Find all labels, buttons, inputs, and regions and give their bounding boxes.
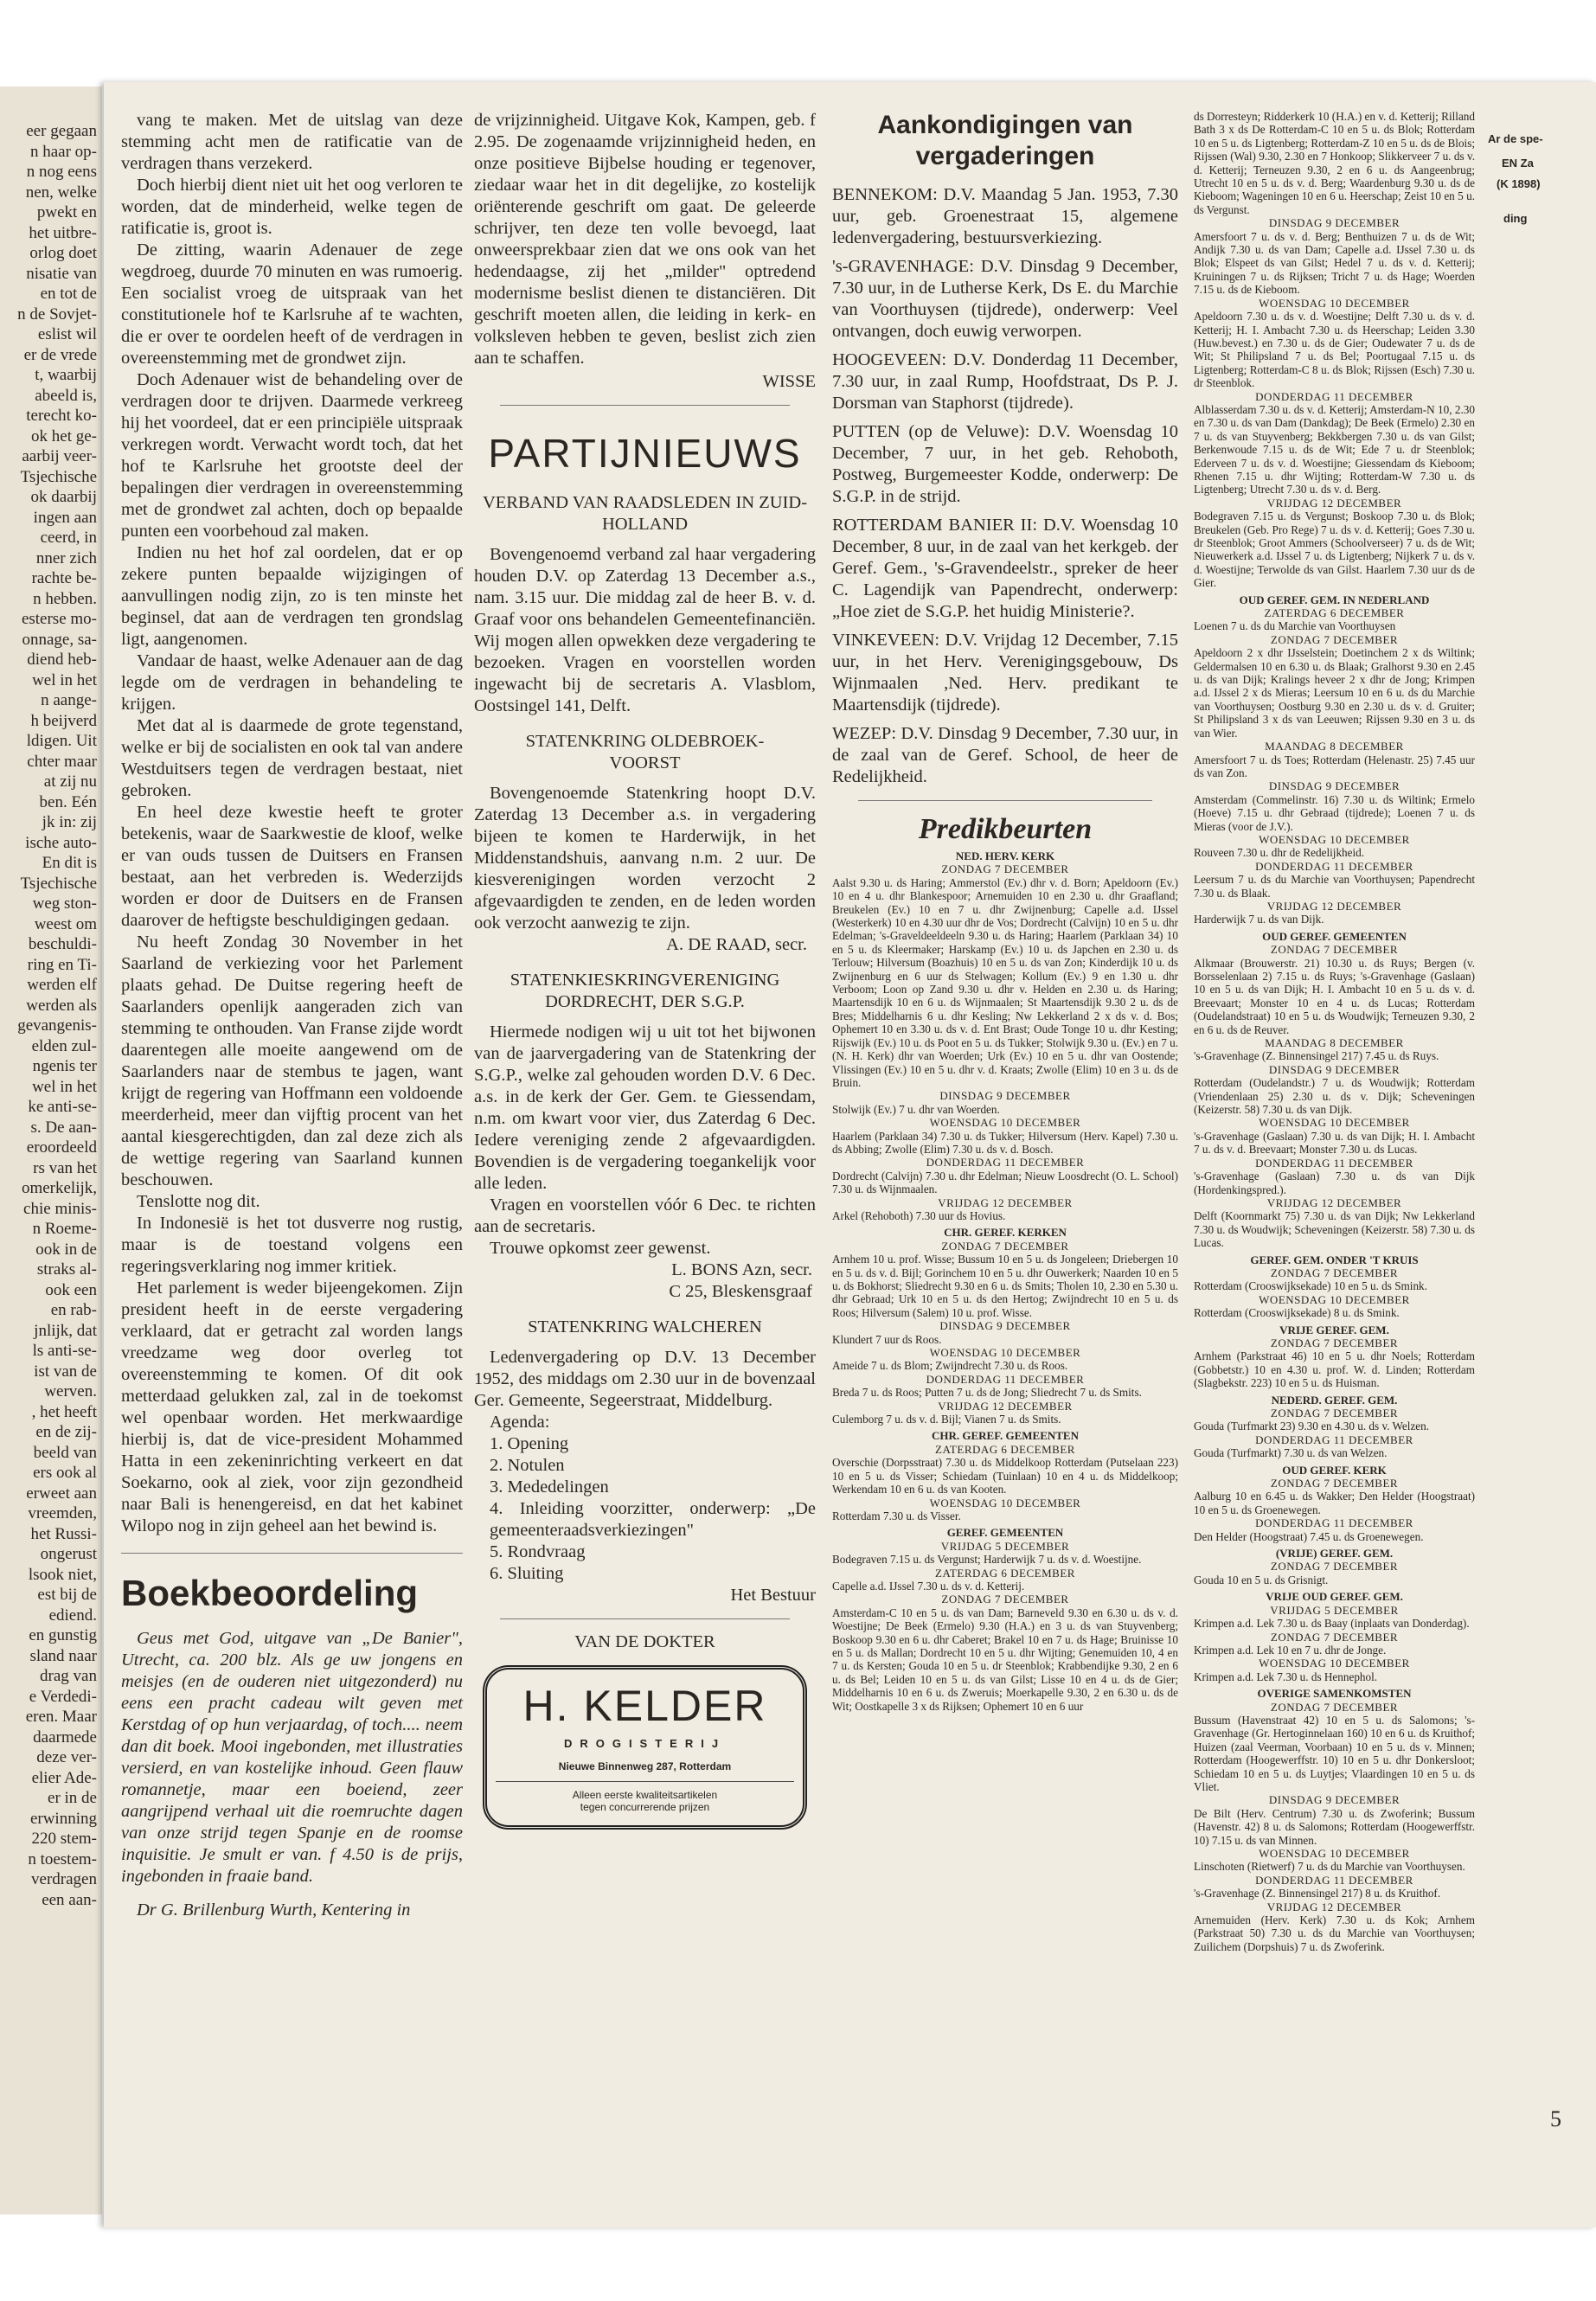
day-heading: ZATERDAG 6 DECEMBER xyxy=(935,1442,1075,1456)
prev-page-line: drag van xyxy=(40,1667,97,1685)
day-heading: VRIJDAG 5 DECEMBER xyxy=(1270,1603,1399,1617)
section-text xyxy=(474,783,816,934)
sermon-listing: ds Dorresteyn; Ridderkerk 10 (H.A.) en v. d. Ketterij; Rilland Bath 3 x ds De Rotterdam-C 10 en 5 u. ds Blok; Rotterdam 10 en 5 u. ds Ligtenberg; Rotterdam-Z 10 en 5 u. ds de Blois; Rijssen (Wal) 9.30, 2.30 en 7 Honkoop; Slikkerveer 7 u. ds v. d. Ketterij; Terneuzen 9.30, 2 en 6 u. ds Aangeenbrug; Utrecht 10 en 5 u. ds v. d. Berg; Waardenburg 9.30 u. ds de Kieboom; Wageningen 10 en 6 u. Heerschap; Zeist 10 en 5 u. ds Vergunst. xyxy=(1194,110,1475,216)
party-news-title: PARTIJNIEUWS xyxy=(488,431,802,476)
sermon-listing: Arnemuiden (Herv. Kerk) 7.30 u. ds Kok; Arnhem (Parkstraat 50) 7.30 u. ds du Marchie van Voorthuysen; Zuilichem (Dorpshuis) 7 u. ds Zwoferink. xyxy=(1194,1913,1475,1953)
sermon-listing: Stolwijk (Ev.) 7 u. dhr van Woerden. xyxy=(832,1102,1000,1116)
sermon-listing: Gouda (Turfmarkt) 7.30 u. ds van Welzen. xyxy=(1194,1446,1388,1460)
sermon-listing: Harderwijk 7 u. ds van Dijk. xyxy=(1194,913,1324,926)
denomination-heading: OUD GEREF. KERK xyxy=(1282,1463,1387,1477)
review-text: de vrijzinnigheid. Uitgave Kok, Kampen, geb. f 2.95. De zogenaamde vrijzinnigheid heden, en onze positieve Bijbelse houding er tegenover, ziedaar waar het in dit degelijke, zo kostelijk oriënterende geschrift om gaat. De geleerde schrijver, ten deze ten volle bevoegd, laat onweersprekbaar zien dat we ons ook van het hedendaagse, zij het „milder" optredend modernisme beslist dienen te distanciëren. Dit geschrift moeten allen, die leiding in kerk- en volksleven hebben te geven, beslist zich zien aan te schaffen. xyxy=(474,111,816,368)
sermon-listing: 's-Gravenhage (Z. Binnensingel 217) 7.45 u. ds Ruys. xyxy=(1194,1049,1439,1063)
day-heading: ZATERDAG 6 DECEMBER xyxy=(1264,606,1405,620)
day-heading: WOENSDAG 10 DECEMBER xyxy=(929,1496,1081,1509)
sermon-listing: Bodegraven 7.15 u. ds Vergunst; Boskoop 7.30 u. ds Blok; Breukelen (Geb. Pro Rege) 7 u. ds v. d. Ketterij; Goes 7.30 u. dr Steenblok; Groot Ammers (Schoolverseer) 7 u. ds de Wit; Nieuwerkerk a.d. IJssel 7 u. ds Ligtenberg; Nijkerk 7 u. ds v. d. Woestijne; Terwolde ds van Gilst. Haarlem 7.30 uur ds de Gier. xyxy=(1194,510,1475,590)
prev-page-line: ediend. xyxy=(48,1606,97,1625)
denomination-heading: OVERIGE SAMENKOMSTEN xyxy=(1257,1687,1412,1701)
day-heading: ZATERDAG 6 DECEMBER xyxy=(935,1566,1075,1580)
sermon-listing: Leersum 7 u. ds du Marchie van Voorthuysen; Papendrecht 7.30 u. ds Blaak. xyxy=(1194,873,1475,900)
sermon-listing: Aalst 9.30 u. ds Haring; Ammerstol (Ev.) dhr v. d. Born; Apeldoorn (Ev.) 10 en 4 u. dhr Blankespoor; Arnemuiden 10 en 2.30 u. dhr Graafland; Breukelen (Ev.) 10 en 7 u. dhr Zwijnenburg; Capelle a.d. IJssel (Westerkerk) 10 en 4.30 uur dhr de Vos; Dordrecht (Calvijn) 10 en 5 u. dhr Edelman; 's-Graveldeeldeeln 9.30 u. ds Haring; Haarlem (Parklaan 34) 10 en 5 u. ds Kleermaker; Harskamp (Ev.) 10 u. ds Japchen en 2.30 u. ds Terlouw; Hilversum (Boazhuis) 10 en 5 u. ds van Zon; Kinderdijk 10 u. ds Zwijnenburg en 6 uur ds Stelwagen; Kollum (Ev.) 9 en 1.30 u. dhr Verboom; Loon op Zand 9.30 u. dhr v. Helden en 2.30 u. ds Haring; Maartensdijk 10 en 6 u. ds Wijnmaalen; St Maartensdijk 9.30 2 u. ds de Bres; Middelharnis 6 u. dhr Kesling; Nw Lekkerland 2 x ds v. d. Bos; Ophemert 10 en 3.30 u. ds v. d. Ent Brast; Oude Tonge 10 u. dhr Kesting; Rijswijk (Ev.) 10 u. ds Poot en 5 u. ds Tukker; Stolwijk 9.30 u. (Ev.) en 7 u. (N. H. Kerk) dhr van Woerden; Urk (Ev.) 10 en 5 u. dhr van Oostende; Vlissingen (Ev.) 10 en 5 u. dhr v. d. Kraats; Zwolle (Elim) 10 en 3 u. ds de Bruin. xyxy=(832,875,1178,1089)
sermon-listing: Amsterdam-C 10 en 5 u. ds van Dam; Barneveld 9.30 en 6.30 u. ds v. d. Woestijne; De Beek (Ermelo) 9.30 (H.A.) en 3 u. ds van Stuyvenberg; Boskoop 9.30 en 6 u. dhr Caberet; Brakel 10 en 7 u. ds Hage; Bruinisse 10 en 5 u. ds Mallan; Dordrecht 10 en 5 u. dhr Wijting; Genemuiden 10, 4 en 7 u. ds Kersten; Gouda 10 en 5 u. dr Steenblok; Krabbendijke 9.30, 2 en 6 u. ds Bel; Leiden 10 en 5 u. ds van Gilst; Lisse 10 en 4 u. ds de Gier; Middelharnis 10 en 6 u. ds Zweruis; Moerkapelle 9.30, 2 en 6.30 u. ds de Wit; Oostkapelle 3 x ds Rijksen; Ophemert 10 en 6 uur xyxy=(832,1606,1178,1713)
prev-page-line: en de zij- xyxy=(35,1423,97,1441)
sermon-listing: Arnhem (Parkstraat 46) 10 en 5 u. dhr Noels; Rotterdam (Gobbetstr.) 10 en 4.30 u. prof. W. d. Linden; Rotterdam (Slagbekstr. 223) 10 en 5 u. ds Huisman. xyxy=(1194,1349,1475,1390)
column-2 xyxy=(474,110,816,1830)
article-paragraph: Het parlement is weder bijeengekomen. Zijn president heeft in de eerste vergadering verklaard, dat er getracht zal worden langs vreedzame weg door overleg tot overeenstemming te komen. Of dit ook metterdaad gelukken zal, zal in de toekomst wel openbaar worden. Het merkwaardige hierbij is, dat de vice-president Mohammed Hatta in een zekeninrichting verkeert en dat Soekarno, ook al ziek, voor zijn gezondheid naar Bali is henengereisd, en dat het kabinet Wilopo nog in zijn geheel aan het bewind is. xyxy=(121,1279,463,1535)
section-paragraph: Trouwe opkomst zeer gewenst. xyxy=(490,1239,711,1258)
prev-page-line: rs van het xyxy=(33,1158,97,1177)
prev-page-line: het uitbre- xyxy=(29,223,97,242)
prev-page-line: er in de xyxy=(48,1789,97,1807)
prev-page-line: en tot de xyxy=(40,285,97,303)
sermon-listing: Amersfoort 7 u. ds Toes; Rotterdam (Helenastr. 25) 7.45 uur ds van Zon. xyxy=(1194,753,1475,779)
sermon-listing: Bussum (Havenstraat 42) 10 en 5 u. ds Salomons; 's-Gravenhage (Gr. Hertoginnelaan 160) 10 en 6 u. ds Kruithof; Huizen (zaal Veerman, Voorbaan) 10 en 5 u. ds v. Minnen; Rotterdam (Hoogewerffstr. 10) 10 en 5 u. dhr Donkersloot; Schiedam 10 en 5 u. ds Luytjes; Vlaardingen 10 en 5 u. ds Vliet. xyxy=(1194,1713,1475,1793)
prev-page-line: nner zich xyxy=(35,548,97,567)
prev-page-line: jk in: zij xyxy=(42,813,97,831)
section-paragraph: Vragen en voorstellen vóór 6 Dec. te richten aan de secretaris. xyxy=(474,1195,816,1236)
sermon-listing: Rouveen 7.30 u. dhr de Redelijkheid. xyxy=(1194,846,1365,860)
day-heading: ZONDAG 7 DECEMBER xyxy=(941,1593,1069,1606)
day-heading: ZONDAG 7 DECEMBER xyxy=(1270,1700,1399,1714)
day-heading: VRIJDAG 12 DECEMBER xyxy=(1266,1900,1402,1913)
day-heading: WOENSDAG 10 DECEMBER xyxy=(1259,1847,1410,1860)
meeting-place: HOOGEVEEN: xyxy=(832,350,947,369)
day-heading: MAANDAG 8 DECEMBER xyxy=(1265,1036,1404,1050)
sermon-listing: Aalburg 10 en 6.45 u. ds Wakker; Den Helder (Hoogstraat) 10 en 5 u. ds Groenewegen. xyxy=(1194,1490,1475,1516)
prev-page-line: beschuldi- xyxy=(28,935,97,953)
divider xyxy=(500,405,790,406)
sermon-listing: Krimpen a.d. Lek 7.30 u. ds Baay (inplaats van Donderdag). xyxy=(1194,1617,1470,1631)
day-heading: VRIJDAG 12 DECEMBER xyxy=(938,1399,1073,1413)
article-paragraph: De zitting, waarin Adenauer de zege wegdroeg, duurde 70 minuten en was rumoerig. Een socialist vroeg de uitspraak van het constitutionele hof te Karlsruhe af te wachten, die er over te oordelen heeft of de verdragen in overeenstemming met de grondwet zijn. xyxy=(121,240,463,368)
prev-page-line: aarbij veer- xyxy=(22,447,97,465)
sermon-listing: Amersfoort 7 u. ds v. d. Berg; Benthuizen 7 u. ds de Wit; Andijk 7.30 u. ds van Dam; Capelle a.d. IJssel 7.30 u. ds Blok; Elspeet ds van Gilst; Hedel 7 u. ds v. d. Ketterij; Kruiningen 7 u. ds Rijksen; Tricht 7 u. ds Hage; Woerden 7.15 u. ds de Kieboom. xyxy=(1194,229,1475,297)
sermon-listing: Overschie (Dorpsstraat) 7.30 u. ds Middelkoop Rotterdam (Putselaan 223) 10 en 5 u. ds Visser; Schiedam (Tuinlaan) 10 en 4 u. ds Middelkoop; Werkendam 10 en 6 u. ds van Kooten. xyxy=(832,1456,1178,1497)
sermon-listing: Alkmaar (Brouwerstr. 21) 10.30 u. ds Ruys; Bergen (v. Borsselenlaan 2) 7.15 u. ds Ruys; 's-Gravenhage (Gaslaan) 10 en 5 u. ds van Dijk; H. I. Ambacht 10 en 5 u. ds v. d. Breevaart; Monster 10 en 4 u. ds Lucas; Rotterdam (Oudelandstraat) 10 en 5 u. ds Woudwijk; Terneuzen 9.30, 2 en 6 u. ds de Reuver. xyxy=(1194,956,1475,1036)
meeting-item xyxy=(832,515,1178,623)
section-paragraph: Hiermede nodigen wij u uit tot het bijwonen van de jaarvergadering van de Statenkring der S.G.P., welke zal gehouden worden D.V. 6 Dec. a.s. in de kerk der Ger. Gem. te Giessendam, n.m. om kwart voor vier, dus Zaterdag 6 Dec. Iedere vereniging zende 2 afgevaardigden. Bovendien is de vergadering toegankelijk voor alle leden. xyxy=(474,1022,816,1193)
agenda-list xyxy=(474,1433,816,1585)
sermon-listing: Loenen 7 u. ds du Marchie van Voorthuysen xyxy=(1194,619,1396,633)
agenda-item: 5. Rondvraag xyxy=(490,1542,586,1561)
prev-page-line: n nog eens xyxy=(26,163,97,181)
day-heading: DONDERDAG 11 DECEMBER xyxy=(1255,389,1413,403)
prev-page-line: pwekt en xyxy=(36,203,97,221)
day-heading: ZONDAG 7 DECEMBER xyxy=(1270,1336,1399,1349)
prev-page-line: n haar op- xyxy=(29,142,97,161)
article-paragraph: Nu heeft Zondag 30 November in het Saarland de verkiezing voor het Parlement plaats gehad. De Duitse regering heeft de Saarlanders openlijk aangeraden zich van stemming te onthouden. Van Franse zijde wordt daarentegen alle moeite aangewend om de Saarlanders naar de stembus te jagen, want krijgt de regering van Hoffmann een voldoende meerderheid, meer dan vijftig procent van het aantal kiesgerechtigden, dan zal deze zich als de wettige regering van Saarland kunnen beschouwen. xyxy=(121,933,463,1189)
prev-page-line: deze ver- xyxy=(36,1748,97,1766)
prev-page-line: ceerd, in xyxy=(40,529,97,547)
meeting-item xyxy=(832,184,1178,249)
meeting-text: (op de Veluwe): D.V. Woensdag 10 December, 7 uur, in het geb. Rehoboth, Postweg, Burgemeester Kodde, onderwerp: De S.G.P. in de strijd. xyxy=(832,422,1178,506)
sermon-listing: Krimpen a.d. Lek 7.30 u. ds Hennephol. xyxy=(1194,1670,1378,1683)
day-heading: WOENSDAG 10 DECEMBER xyxy=(1259,296,1410,310)
prev-page-line: wel in het xyxy=(32,1077,97,1096)
ad-tagline: Alleen eerste kwaliteitsartikelen xyxy=(572,1789,718,1801)
prev-page-line: chter maar xyxy=(27,752,97,771)
sermon-listing: Apeldoorn 2 x dhr IJsselstein; Doetinchem 2 x ds Wiltink; Geldermalsen 10 en 6.30 u. ds Blaak; Gralhorst 9.30 en 2.45 u. ds van Dijk; Kralings heveer 2 x dhr de Jong; Krimpen a.d. IJssel 2 x ds Mieras; Leersum 10 en 6 u. ds du Marchie van Voorthuysen; Oostburg 9.30 en 2.30 u. ds v. d. Gruiter; St Philipsland 3 x ds van Leeuwen; Rijssen 9.30 en 3 u. ds van Wier. xyxy=(1194,646,1475,740)
side-note: (K 1898) xyxy=(1497,177,1541,190)
sermon-listing: Klundert 7 uur ds Roos. xyxy=(832,1332,942,1346)
prev-page-line: straks al- xyxy=(36,1260,97,1279)
meeting-text: D.V. Vrijdag 12 December, 7.15 uur, in het Herv. Verenigingsgebouw, Ds Wijnmaalen ,Ned. Herv. predikant te Maartensdijk (tijdrede). xyxy=(832,631,1178,715)
prev-page-line: chie minis- xyxy=(23,1199,97,1218)
ad-address: Nieuwe Binnenweg 287, Rotterdam xyxy=(496,1760,794,1782)
prev-page-line: ldigen. Uit xyxy=(26,732,97,750)
day-heading: DONDERDAG 11 DECEMBER xyxy=(1255,1156,1413,1170)
column-4 xyxy=(1194,110,1475,1953)
prev-page-line: ongerust xyxy=(40,1545,97,1563)
prev-page-line: est bij de xyxy=(37,1586,97,1604)
article-paragraph: Vandaar de haast, welke Adenauer aan de dag legde om de verdragen in behandeling te krijgen. xyxy=(121,651,463,714)
meeting-place: VINKEVEEN: xyxy=(832,631,940,650)
agenda-item: 3. Mededelingen xyxy=(490,1477,609,1497)
prev-page-line: ngenis ter xyxy=(32,1057,97,1075)
prev-page-line: weg ston- xyxy=(32,894,97,913)
day-heading: VRIJDAG 12 DECEMBER xyxy=(1266,899,1402,913)
prev-page-line: rachte be- xyxy=(31,569,97,587)
book-review-paragraph: Geus met God, uitgave van „De Banier", Utrecht, ca. 200 blz. Als ge uw jongens en meisjes (en de ouderen niet uitgezonderd) nu eens een pracht cadeau wilt geven met Kerstdag of op hun verjaardag, of toch.... neem dan dit boek. Mooi ingebonden, met illustraties versierd, en van kostelijke inhoud. Geen flauw romannetje, maar een boeiend, zeer aangrijpend verhaal uit die roemruchte dagen van onze strijd tegen Spanje en de roomse inquisitie. Je smult er van. f 4.50 is de prijs, ingebonden in fraaie band. xyxy=(121,1629,463,1886)
agenda-item: 1. Opening xyxy=(490,1434,569,1453)
denomination-heading: (VRIJE) GEREF. GEM. xyxy=(1275,1547,1394,1561)
prev-page-line: ke anti-se- xyxy=(28,1098,97,1116)
prev-page-line: onnage, sa- xyxy=(22,630,97,649)
day-heading: DONDERDAG 11 DECEMBER xyxy=(926,1372,1085,1386)
side-note: ding xyxy=(1503,212,1528,225)
section-head: VERBAND VAN RAADSLEDEN IN ZUID-HOLLAND xyxy=(482,493,808,534)
prev-page-line: ische auto- xyxy=(25,833,97,852)
sermon-listing: Rotterdam (Crooswijksekade) 10 en 5 u. ds Smink. xyxy=(1194,1279,1427,1293)
column-3 xyxy=(832,110,1178,1713)
article-paragraph: In Indonesië is het tot dusverre nog rustig, maar is de toestand volgens een regeringsverklaring nog immer kritiek. xyxy=(121,1214,463,1276)
section-paragraph: Bovengenoemde Statenkring hoopt D.V. Zaterdag 13 December a.s. in vergadering bijeen te komen te Harderwijk, in het Middenstandshuis, aanvang n.m. 2 uur. De kiesverenigingen worden verzocht 2 afgevaardigden te zenden, en de leden worden ook verzocht aanwezig te zijn. xyxy=(474,784,816,933)
prev-page-line: weest om xyxy=(34,914,97,933)
prev-page-line: erwinning xyxy=(29,1809,97,1828)
article-paragraph: Indien nu het hof zal oordelen, dat er op zekere punten bepaalde wijzigingen of aanvullingen nodig zijn, zo is ten minste het beginsel, dat aan de verdragen ten grondslag ligt, aangenomen. xyxy=(121,543,463,649)
prev-page-line: ring en Ti- xyxy=(27,955,97,974)
previous-page-strip xyxy=(0,87,102,2214)
agenda-item: 2. Notulen xyxy=(490,1456,565,1475)
article-paragraph: En heel deze kwestie heeft te groter betekenis, waar de Saarkwestie de kloof, welke er van ouds tussen de Duitsers en Fransen bestaat, aan het verbreden is. Wederzijds worden er door de Duitsers en de Fransen daarover de heftigste beschuldigingen gedaan. xyxy=(121,803,463,930)
prev-page-line: vreemden, xyxy=(28,1504,97,1522)
doctor-heading: VAN DE DOKTER xyxy=(574,1632,715,1651)
sermon-listing: Capelle a.d. IJssel 7.30 u. ds v. d. Ketterij. xyxy=(832,1579,1025,1593)
section-head: STATENKIESKRINGVERENIGING DORDRECHT, DER S.G.P. xyxy=(510,971,780,1011)
denomination-heading: VRIJE OUD GEREF. GEM. xyxy=(1266,1590,1403,1604)
meeting-item xyxy=(832,421,1178,508)
sermon-listing: Apeldoorn 7.30 u. ds v. d. Woestijne; Delft 7.30 u. ds v. d. Ketterij; H. I. Ambacht 7.30 u. ds Heerschap; Leiden 3.30 (Huw.bevest.) en 7.30 u. ds de Gier; Oudewater 7 u. ds de Wit; St Philipsland 7 u. ds Bel; Poortugaal 7.15 u. ds Ligtenberg; Rotterdam-C 8 u. ds Blok; Rijssen (Esch) 7.30 u. dr Steenblok. xyxy=(1194,310,1475,390)
prev-page-line: nen, welke xyxy=(25,183,97,202)
meeting-item xyxy=(832,256,1178,343)
sermon-listing: De Bilt (Herv. Centrum) 7.30 u. ds Zwoferink; Bussum (Havenstr. 42) 8 u. ds Salomons; Rotterdam (Hoogewerffstr. 10) 7.15 u. ds van Minnen. xyxy=(1194,1806,1475,1847)
day-heading: DINSDAG 9 DECEMBER xyxy=(939,1089,1071,1103)
denomination-heading: NEDERD. GEREF. GEM. xyxy=(1271,1393,1398,1407)
page-number: 5 xyxy=(1550,2106,1561,2131)
prev-page-line: erweet aan xyxy=(26,1484,97,1503)
denomination-heading: CHR. GEREF. KERKEN xyxy=(944,1226,1067,1240)
meeting-text: D.V. Dinsdag 9 December, 7.30 uur, in de Lutherse Kerk, Ds E. du Marchie van Voorthuysen (tijdrede), onderwerp: Veel ontvangen, doch euwig verworpen. xyxy=(832,257,1179,341)
sermon-listing: Alblasserdam 7.30 u. ds v. d. Ketterij; Amsterdam-N 10, 2.30 en 7.30 u. ds van Dam (Dankdag); De Beek (Ermelo) 2.30 en 7 u. ds van Stuyvenberg; Bekkbergen 7.30 u. ds van Gilst; Berkenwoude 7.15 u. ds de Wit; Ede 7 u. dr Steenblok; Ederveen 7 u. ds v. d. Woestijne; Giessendam ds Kieboom; Rhenen 7.15 u. dhr Wijting; Rotterdam-W 7.30 u. ds Ligtenberg; Utrecht 7.30 u. ds v. d. Berg. xyxy=(1194,402,1475,497)
ad-tagline-2: tegen concurrerende prijzen xyxy=(580,1801,710,1813)
denomination-heading: VRIJE GEREF. GEM. xyxy=(1279,1323,1389,1336)
prev-page-line: en gunstig xyxy=(29,1626,97,1644)
meeting-item xyxy=(832,349,1178,414)
prev-page-line: werden elf xyxy=(27,976,97,994)
prev-page-line: ook in de xyxy=(35,1240,97,1259)
prev-page-line: s. De aan- xyxy=(30,1118,97,1137)
prev-page-line: een aan- xyxy=(42,1890,97,1909)
review-continuation xyxy=(474,110,816,369)
day-heading: DINSDAG 9 DECEMBER xyxy=(939,1319,1071,1333)
article-paragraph: Tenslotte nog dit. xyxy=(137,1192,260,1211)
prev-page-line: beeld van xyxy=(33,1443,97,1462)
meetings-list xyxy=(832,184,1178,788)
prev-page-line: ok het ge- xyxy=(31,426,97,445)
prev-page-line: ben. Eén xyxy=(39,792,97,811)
sermon-listing: Ameide 7 u. ds Blom; Zwijndrecht 7.30 u. ds Roos. xyxy=(832,1359,1068,1373)
day-heading: WOENSDAG 10 DECEMBER xyxy=(929,1346,1081,1360)
side-note: EN Za xyxy=(1502,157,1534,170)
prev-page-line: esterse mo- xyxy=(21,610,97,628)
section-head: STATENKRING WALCHEREN xyxy=(528,1317,762,1336)
meeting-place: WEZEP: xyxy=(832,724,897,743)
sermon-listing: Breda 7 u. ds Roos; Putten 7 u. ds de Jong; Sliedrecht 7 u. ds Smits. xyxy=(832,1386,1142,1400)
day-heading: ZONDAG 7 DECEMBER xyxy=(1270,1560,1399,1574)
prev-page-line: ok daarbij xyxy=(30,488,97,506)
day-heading: WOENSDAG 10 DECEMBER xyxy=(929,1116,1081,1130)
day-heading: DONDERDAG 11 DECEMBER xyxy=(926,1156,1085,1170)
day-heading: WOENSDAG 10 DECEMBER xyxy=(1259,832,1410,846)
prev-page-line: n toestem- xyxy=(28,1849,97,1868)
prev-page-line: omerkelijk, xyxy=(21,1179,97,1197)
article-paragraph: Doch hierbij dient niet uit het oog verloren te worden, dat de minderheid, welke tegen de ratificatie is, groot is. xyxy=(121,176,463,238)
book-review-title: Boekbeoordeling xyxy=(121,1573,419,1613)
denomination-heading: OUD GEREF. GEM. IN NEDERLAND xyxy=(1239,593,1430,606)
sermons-list-continued xyxy=(1194,110,1475,1953)
prev-page-line: h beijverd xyxy=(30,711,97,730)
meeting-place: PUTTEN xyxy=(832,422,901,441)
day-heading: WOENSDAG 10 DECEMBER xyxy=(1259,1292,1410,1306)
sermon-listing: Linschoten (Rietwerf) 7 u. ds du Marchie van Voorthuysen. xyxy=(1194,1860,1465,1874)
advertisement-kelder xyxy=(483,1665,807,1830)
day-heading: WOENSDAG 10 DECEMBER xyxy=(1259,1116,1410,1130)
prev-page-line: jnlijk, dat xyxy=(34,1321,97,1340)
day-heading: VRIJDAG 5 DECEMBER xyxy=(940,1539,1070,1553)
meeting-text: D.V. Woensdag 10 December, 8 uur, in de zaal van het kerkgeb. der Geref. Gem., 's-Gravendeelstr., spreker de heer C. Lagendijk van Papendrecht, onderwerp: „Hoe ziet de S.G.P. het huidig Ministerie?. xyxy=(832,516,1179,621)
section-text xyxy=(474,544,816,717)
sermons-title: Predikbeurten xyxy=(918,813,1093,845)
denomination-heading: NED. HERV. KERK xyxy=(955,849,1055,862)
day-heading: VRIJDAG 12 DECEMBER xyxy=(1266,1195,1402,1209)
article-paragraph: vang te maken. Met de uitslag van deze stemming acht men de ratificatie van de verdragen thans verzekerd. xyxy=(121,111,463,173)
day-heading: ZONDAG 7 DECEMBER xyxy=(1270,943,1399,957)
article-paragraph: Met dat al is daarmede de grote tegenstand, welke er bij de socialisten en ook tal van andere Westduitsers tegen de verdragen bestaat, niet gebroken. xyxy=(121,716,463,800)
sermon-listing: Gouda 10 en 5 u. ds Grisnigt. xyxy=(1194,1573,1329,1586)
prev-page-line: ers ook al xyxy=(33,1464,97,1482)
denomination-heading: OUD GEREF. GEMEENTEN xyxy=(1262,929,1407,943)
day-heading: ZONDAG 7 DECEMBER xyxy=(1270,1407,1399,1420)
prev-page-line: verdragen xyxy=(31,1870,97,1888)
agenda-item: 4. Inleiding voorzitter, onderwerp: „De gemeenteraadsverkiezingen" xyxy=(490,1499,816,1540)
day-heading: VRIJDAG 12 DECEMBER xyxy=(1266,496,1402,510)
newspaper-page xyxy=(104,82,1596,2227)
prev-page-line: ls anti-se- xyxy=(32,1342,97,1360)
article-paragraph: Doch Adenauer wist de behandeling over de verdragen door te drijven. Daarmede verkreeg hij het voordeel, dat er een principiële uitspraak verkregen wordt. Verwacht wordt toch, dat het hof te Karlsruhe het grootste deel der bepalingen dier verdragen in overeenstemming met de grondwet zal achten, doch op bepaalde punten een voorbehoud zal maken. xyxy=(121,370,463,541)
day-heading: DONDERDAG 11 DECEMBER xyxy=(1255,1516,1413,1530)
book-review-text xyxy=(121,1628,463,1921)
section-paragraph: Ledenvergadering op D.V. 13 December 1952, des middags om 2.30 uur in de bovenzaal Ger. Gemeente, Segeerstraat, Middelburg. xyxy=(474,1348,816,1410)
prev-page-line: 220 stem- xyxy=(31,1830,97,1848)
section-text xyxy=(474,1347,816,1412)
prev-page-line: eroordeeld xyxy=(26,1138,97,1157)
sermon-listing: Rotterdam (Oudelandstr.) 7 u. ds Woudwijk; Rotterdam (Vriendenlaan 25) 2.30 u. ds v. Dijk; Scheveningen (Keizerstr. 58) 7.30 u. ds van Dijk. xyxy=(1194,1076,1475,1117)
signature-address: C 25, Bleskensgraaf xyxy=(669,1282,812,1301)
prev-page-line: eren. Maar xyxy=(25,1708,97,1726)
prev-page-line: daarmede xyxy=(33,1727,97,1747)
meeting-place: BENNEKOM: xyxy=(832,185,938,204)
prev-page-line: ist van de xyxy=(34,1362,97,1381)
ad-name: H. KELDER xyxy=(522,1682,767,1730)
prev-page-line: eslist wil xyxy=(37,325,97,343)
day-heading: DONDERDAG 11 DECEMBER xyxy=(1255,1433,1413,1446)
sermon-listing: Krimpen a.d. Lek 10 en 7 u. dhr de Jonge. xyxy=(1194,1643,1387,1657)
denomination-heading: GEREF. GEM. ONDER 'T KRUIS xyxy=(1250,1253,1419,1266)
signature: L. BONS Azn, secr. xyxy=(671,1260,812,1279)
ad-subtitle: DROGISTERIJ xyxy=(563,1737,727,1750)
day-heading: DONDERDAG 11 DECEMBER xyxy=(1255,1873,1413,1887)
day-heading: ZONDAG 7 DECEMBER xyxy=(941,1239,1069,1253)
prev-page-line: wel in het xyxy=(32,670,97,689)
divider xyxy=(500,1618,790,1619)
meeting-item xyxy=(832,630,1178,716)
day-heading: ZONDAG 7 DECEMBER xyxy=(1270,1266,1399,1279)
prev-page-line: En dit is xyxy=(42,854,97,872)
agenda-label: Agenda: xyxy=(490,1413,550,1432)
sermon-listing: Haarlem (Parklaan 34) 7.30 u. ds Tukker; Hilversum (Herv. Kapel) 7.30 u. ds Abbing; Zwolle (Elim) 7.30 u. ds v. d. Bosch. xyxy=(832,1129,1178,1156)
prev-page-line: at zij nu xyxy=(43,772,97,791)
column-1 xyxy=(121,110,463,1921)
section-paragraph: Bovengenoemd verband zal haar vergadering houden D.V. op Zaterdag 13 December a.s., nam. 3.15 uur. Die middag zal de heer B. v. d. Graaf voor ons behandelen Gemeentefinanciën. Wij mogen allen opwekken deze vergadering te bezoeken. Vragen en voorstellen worden ingewacht bij de secretaris A. Vlasblom, Oostsingel 141, Delft. xyxy=(474,545,816,715)
prev-page-line: n de Sovjet- xyxy=(17,304,97,324)
meeting-item xyxy=(832,723,1178,788)
prev-page-line: , het heeft xyxy=(31,1402,97,1421)
day-heading: DONDERDAG 11 DECEMBER xyxy=(1255,859,1413,873)
signature: Het Bestuur xyxy=(730,1586,816,1605)
prev-page-line: nisatie van xyxy=(26,264,97,283)
day-heading: ZONDAG 7 DECEMBER xyxy=(1270,1477,1399,1490)
prev-page-line: en rab- xyxy=(50,1301,97,1319)
prev-page-line: e Verdedi- xyxy=(29,1687,97,1706)
meeting-text: D.V. Donderdag 11 December, 7.30 uur, in zaal Rump, Hoofdstraat, Ds P. J. Dorsman van Staphorst (tijdrede). xyxy=(832,350,1179,413)
day-heading: ZONDAG 7 DECEMBER xyxy=(1270,1630,1399,1644)
prev-page-line: orlog doet xyxy=(29,244,97,262)
article-continuation xyxy=(121,110,463,1537)
prev-page-line: n aange- xyxy=(41,691,97,709)
meeting-text: D.V. Dinsdag 9 December, 7.30 uur, in de zaal van de Geref. School, de heer de Redelijkheid. xyxy=(832,724,1179,786)
meeting-text: D.V. Maandag 5 Jan. 1953, 7.30 uur, geb. Groenestraat 15, algemene ledenvergadering, bestuursverkiezing. xyxy=(832,185,1178,247)
side-note: Ar de spe- xyxy=(1488,132,1543,145)
sermon-listing: Amsterdam (Commelinstr. 16) 7.30 u. ds Wiltink; Ermelo (Hoeve) 7.15 u. dhr Gebraad (tijdrede); Loenen 7 u. ds Mieras (voor de J.V.). xyxy=(1194,792,1475,833)
meeting-place: ROTTERDAM BANIER II: xyxy=(832,516,1038,535)
sermons-list xyxy=(832,849,1178,1713)
prev-page-line: ook een xyxy=(45,1280,97,1299)
divider xyxy=(858,800,1152,801)
prev-page-line: n hebben. xyxy=(33,589,97,608)
prev-page-line: eer gegaan xyxy=(26,122,97,140)
prev-page-line: werden als xyxy=(26,996,97,1015)
book-review-paragraph: Dr G. Brillenburg Wurth, Kentering in xyxy=(137,1900,411,1920)
section-head: STATENKRING OLDEBROEK-VOORST xyxy=(525,732,765,772)
agenda-item: 6. Sluiting xyxy=(490,1564,564,1583)
prev-page-line: diend heb- xyxy=(27,651,97,669)
prev-page-line: Tsjechische xyxy=(20,874,97,893)
sermon-listing: 's-Gravenhage (Gaslaan) 7.30 u. ds van Dijk; H. I. Ambacht 7 u. ds v. d. Breevaart; Monster 7.30 u. ds Lucas. xyxy=(1194,1129,1475,1157)
day-heading: DINSDAG 9 DECEMBER xyxy=(1268,1793,1401,1807)
prev-page-line: werven. xyxy=(44,1382,97,1400)
sermon-listing: Bodegraven 7.15 u. ds Vergunst; Harderwijk 7 u. ds v. d. Woestijne. xyxy=(832,1553,1142,1567)
sermon-listing: Arnhem 10 u. prof. Wisse; Bussum 10 en 5 u. ds Jongeleen; Driebergen 10 en 5 u. ds v. d. Bijl; Gorinchem 10 en 5 u. dhr Ouwerkerk; Naarden 10 en 5 u. ds Bokhorst; Sliedrecht 9.30 en 6 u. ds Smits; Tholen 10, 2.30 en 5.30 u. dhr Gebraad; Urk 10 en 5 u. ds den Hertog; Zwijndrecht 10 en 5 u. ds Roos; Hilversum (Salem) 10 u. prof. Wisse. xyxy=(832,1253,1178,1319)
meetings-title: Aankondigingen van vergaderingen xyxy=(877,111,1133,170)
sermon-listing: Delft (Koornmarkt 75) 7.30 u. ds van Dijk; Nw Lekkerland 7.30 u. ds Woudwijk; Scheveningen (Keizerstr. 58) 7.30 u. ds Lucas. xyxy=(1194,1209,1475,1250)
divider xyxy=(121,1553,463,1554)
sermon-listing: Rotterdam 7.30 u. ds Visser. xyxy=(832,1509,961,1522)
sermon-listing: Arkel (Rehoboth) 7.30 uur ds Hovius. xyxy=(832,1208,1006,1222)
sermon-listing: Rotterdam (Crooswijksekade) 8 u. ds Smink. xyxy=(1194,1306,1400,1320)
sermon-listing: Den Helder (Hoogstraat) 7.45 u. ds Groenewegen. xyxy=(1194,1529,1424,1543)
day-heading: MAANDAG 8 DECEMBER xyxy=(1265,740,1404,753)
prev-page-line: elier Ade- xyxy=(31,1768,97,1787)
prev-page-line: terecht ko- xyxy=(26,407,97,425)
prev-page-line: n Roeme- xyxy=(32,1220,97,1238)
review-signature: WISSE xyxy=(762,372,816,391)
sermon-listing: 's-Gravenhage (Gaslaan) 7.30 u. ds van Dijk (Hordenkingspred.). xyxy=(1194,1170,1475,1196)
sermon-listing: Gouda (Turfmarkt 23) 9.30 en 4.30 u. ds v. Welzen. xyxy=(1194,1420,1430,1433)
day-heading: DINSDAG 9 DECEMBER xyxy=(1268,779,1401,793)
prev-page-line: t, waarbij xyxy=(35,366,97,384)
prev-page-line: lsook niet, xyxy=(28,1565,97,1584)
previous-page-text xyxy=(0,87,102,1910)
day-heading: WOENSDAG 10 DECEMBER xyxy=(1259,1657,1410,1670)
sermon-listing: Culemborg 7 u. ds v. d. Bijl; Vianen 7 u. ds Smits. xyxy=(832,1413,1061,1426)
day-heading: VRIJDAG 12 DECEMBER xyxy=(938,1195,1073,1209)
prev-page-line: abeeld is, xyxy=(35,386,97,405)
prev-page-line: sland naar xyxy=(29,1646,97,1665)
prev-page-line: Tsjechische xyxy=(20,467,97,486)
prev-page-line: gevangenis- xyxy=(17,1016,97,1035)
section-text xyxy=(474,1022,816,1259)
day-heading: DINSDAG 9 DECEMBER xyxy=(1268,1062,1401,1076)
denomination-heading: CHR. GEREF. GEMEENTEN xyxy=(932,1429,1079,1443)
day-heading: ZONDAG 7 DECEMBER xyxy=(1270,632,1399,646)
day-heading: DINSDAG 9 DECEMBER xyxy=(1268,216,1401,230)
signature: A. DE RAAD, secr. xyxy=(666,935,807,954)
sermon-listing: 's-Gravenhage (Z. Binnensingel 217) 8 u. ds Kruithof. xyxy=(1194,1887,1441,1900)
prev-page-line: er de vrede xyxy=(23,345,97,364)
prev-page-line: het Russi- xyxy=(30,1524,97,1543)
sermon-listing: Dordrecht (Calvijn) 7.30 u. dhr Edelman; Nieuw Loosdrecht (O. L. School) 7.30 u. ds Wijnmaalen. xyxy=(832,1169,1178,1196)
prev-page-line: ingen aan xyxy=(33,508,97,527)
day-heading: ZONDAG 7 DECEMBER xyxy=(941,862,1069,876)
denomination-heading: GEREF. GEMEENTEN xyxy=(946,1526,1064,1540)
meeting-place: 's-GRAVENHAGE: xyxy=(832,257,974,276)
prev-page-line: elden zul- xyxy=(31,1036,97,1055)
